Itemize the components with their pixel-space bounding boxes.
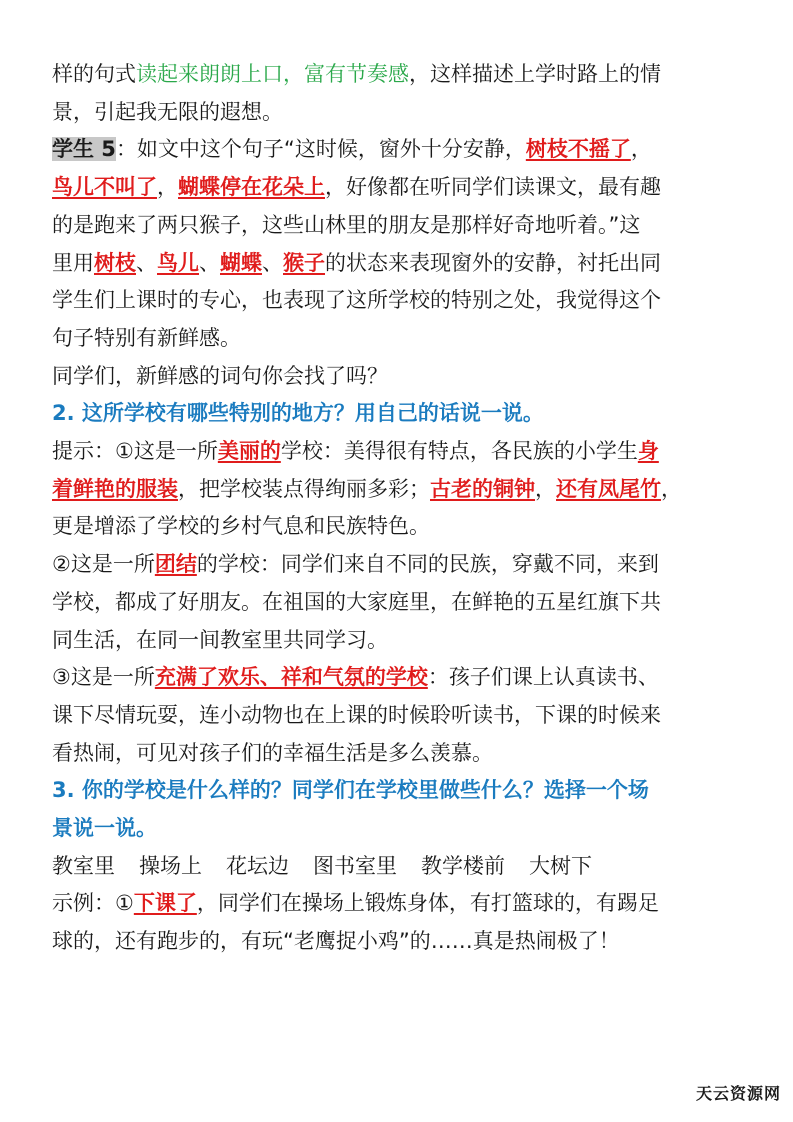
text-segment: 课下尽情玩耍，连小动物也在上课的时候聆听读书，下课的时候来 [52, 702, 661, 727]
text-segment: 图书室里 [313, 853, 397, 878]
text-line [52, 810, 752, 848]
highlighted-phrase: 美丽的 [217, 439, 281, 464]
text-line [52, 433, 752, 471]
text-segment: ③这是一所 [52, 665, 155, 690]
text-line [52, 395, 752, 433]
text-segment: ， [630, 137, 652, 162]
highlighted-phrase: 树枝 [94, 250, 136, 275]
text-segment: 的是跑来了两只猴子，这些山林里的朋友是那样好奇地听着。”这 [52, 212, 641, 237]
highlighted-phrase: 鸟儿不叫了 [52, 175, 157, 200]
text-segment: 花坛边 [226, 853, 289, 878]
text-segment: ：孩子们课上认真读书、 [427, 665, 659, 690]
text-segment: 教学楼前 [421, 853, 505, 878]
text-segment: 更是增添了学校的乡村气息和民族特色。 [52, 514, 430, 539]
text-segment: 学校：美得很有特点，各民族的小学生 [280, 439, 638, 464]
question-heading: 景说一说。 [52, 816, 157, 841]
highlighted-phrase: 团结 [154, 552, 197, 577]
document-body [52, 56, 752, 961]
text-segment: ， [661, 476, 682, 501]
text-segment: 景，引起我无限的遐想。 [52, 99, 283, 124]
highlighted-phrase: 鸟儿 [157, 250, 199, 275]
text-line [52, 923, 752, 961]
text-line [52, 94, 752, 132]
highlighted-phrase: 下课了 [133, 891, 197, 916]
text-segment: 的状态来表现窗外的安静，衬托出同 [325, 250, 661, 275]
text-segment: 里用 [52, 250, 94, 275]
text-segment: 看热闹，可见对孩子们的幸福生活是多么羡慕。 [52, 740, 493, 765]
text-line [52, 584, 752, 622]
text-segment: 同生活，在同一间教室里共同学习。 [52, 627, 388, 652]
text-line [52, 546, 752, 584]
text-line [52, 885, 752, 923]
text-segment: 同学们，新鲜感的词句你会找了吗？ [52, 363, 388, 388]
text-segment: ：如文中这个句子“这时候，窗外十分安静， [115, 137, 526, 162]
text-line [52, 508, 752, 546]
text-segment: 、 [136, 250, 157, 275]
text-segment: 样的句式 [52, 62, 136, 86]
text-line [52, 207, 752, 245]
text-segment: ②这是一所 [52, 552, 155, 577]
text-segment: 大树下 [529, 853, 592, 878]
text-segment: ，同学们在操场上锻炼身体，有打篮球的，有踢足 [196, 891, 659, 916]
text-line [52, 735, 752, 773]
highlighted-phrase: 古老的铜钟 [430, 476, 535, 501]
highlighted-phrase: 着鲜艳的服装 [52, 476, 178, 501]
student-label: 学生 5 [52, 137, 116, 162]
text-line [52, 282, 752, 320]
text-segment: 学校，都成了好朋友。在祖国的大家庭里，在鲜艳的五星红旗下共 [52, 589, 661, 614]
highlighted-phrase: 猴子 [283, 250, 325, 275]
text-line [52, 358, 752, 396]
highlighted-phrase: 读起来朗朗上口，富有节奏感 [136, 62, 409, 86]
text-segment: 操场上 [139, 853, 202, 878]
text-segment: 教室里 [52, 853, 115, 878]
text-line [52, 56, 752, 94]
text-segment: ，好像都在听同学们读课文，最有趣 [325, 175, 661, 200]
text-line [52, 659, 752, 697]
watermark-footer: 天云资源网 [695, 1084, 781, 1103]
highlighted-phrase: 充满了欢乐、祥和气氛的学校 [154, 665, 428, 690]
text-line [52, 772, 752, 810]
text-segment: 的学校：同学们来自不同的民族，穿戴不同，来到 [196, 552, 659, 577]
text-segment: 学生们上课时的专心，也表现了这所学校的特别之处，我觉得这个 [52, 288, 661, 313]
text-line [52, 245, 752, 283]
text-segment: 提示：①这是一所 [52, 439, 218, 464]
highlighted-phrase: 还有凤尾竹 [556, 476, 661, 501]
text-segment: ， [157, 175, 178, 200]
text-segment: ， [535, 476, 556, 501]
text-line [52, 320, 752, 358]
text-line [52, 848, 752, 886]
question-heading: 3. 你的学校是什么样的？同学们在学校里做些什么？选择一个场 [52, 778, 649, 803]
text-line [52, 131, 752, 169]
text-segment: ，把学校装点得绚丽多彩； [178, 476, 430, 501]
text-segment: 示例：① [52, 891, 134, 916]
highlighted-phrase: 蝴蝶 [220, 250, 262, 275]
question-heading: 2. 这所学校有哪些特别的地方？用自己的话说一说。 [52, 401, 544, 426]
text-line [52, 622, 752, 660]
text-line [52, 471, 752, 509]
text-segment: 球的，还有跑步的，有玩“老鹰捉小鸡”的……真是热闹极了！ [52, 929, 620, 954]
text-segment: 、 [262, 250, 283, 275]
text-line [52, 169, 752, 207]
highlighted-phrase: 蝴蝶停在花朵上 [178, 175, 325, 200]
text-segment: 、 [199, 250, 220, 275]
highlighted-phrase: 身 [637, 439, 659, 464]
text-segment: ，这样描述上学时路上的情 [409, 62, 661, 86]
text-line [52, 697, 752, 735]
highlighted-phrase: 树枝不摇了 [525, 137, 631, 162]
text-segment: 句子特别有新鲜感。 [52, 325, 241, 350]
